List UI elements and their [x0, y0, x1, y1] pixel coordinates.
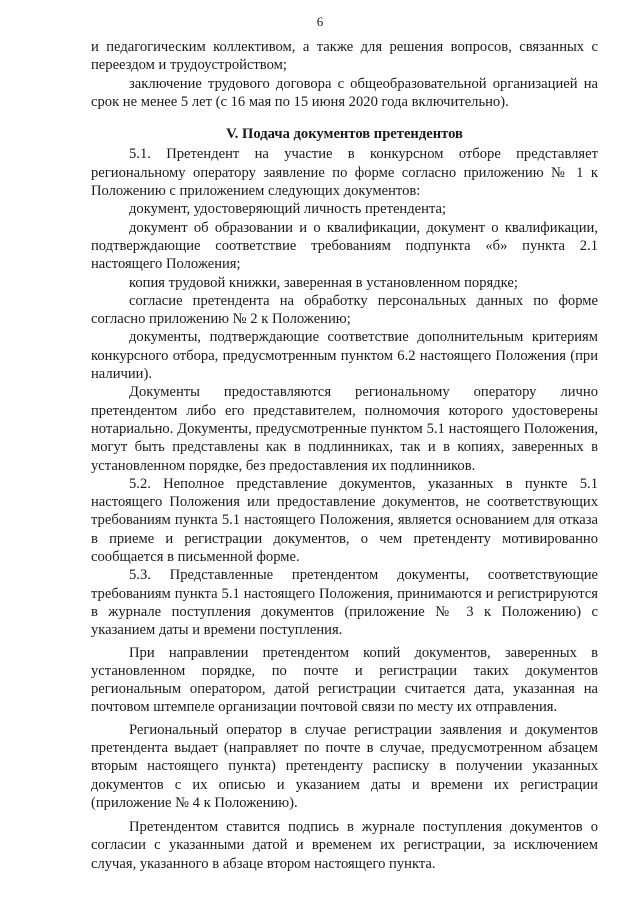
paragraph: Региональный оператор в случае регистрации заявления и документов претендента выдает (направляет по почте в случае, предусмотренном абзацем вторым настоящего пункта) претенденту расписку в получении указанных документов с их описью и указанием даты и времени их регистрации (приложение № 4 к Положению). — [91, 721, 598, 811]
paragraph: документы, подтверждающие соответствие дополнительным критериям конкурсного отбора, предусмотренным пунктом 6.2 настоящего Положения (при наличии). — [91, 329, 598, 383]
paragraph: копия трудовой книжки, заверенная в установленном порядке; — [129, 274, 518, 291]
document-body — [91, 38, 598, 873]
paragraph: Претендентом ставится подпись в журнале поступления документов о согласии с указанными датой и временем их регистрации, за исключением случая, указанного в абзаце втором настоящего пункта. — [91, 819, 598, 872]
paragraph: документ, удостоверяющий личность претендента; — [129, 201, 447, 218]
paragraph: заключение трудового договора с общеобразовательной организацией на срок не менее 5 лет (с 16 мая по 15 июня 2020 года включительно). — [91, 75, 598, 110]
paragraph: При направлении претендентом копий документов, заверенных в установленном порядке, по почте и регистрации таких документов региональным оператором, датой регистрации считается дата, указанная на почтовом штемпеле организации почтовой связи по месту их отправления. — [91, 644, 598, 716]
page-number: 6 — [316, 14, 324, 29]
section-heading: V. Подача документов претендентов — [226, 126, 463, 143]
paragraph: 5.3. Представленные претендентом документы, соответствующие требованиям пункта 5.1 настоящего Положения, принимаются и регистрируются в журнале поступления документов (приложение № 3 к Положению) с указанием даты и времени поступления. — [91, 567, 598, 639]
paragraph: согласие претендента на обработку персональных данных по форме согласно приложению № 2 к Положению; — [91, 292, 598, 328]
paragraph: документ об образовании и о квалификации, документ о квалификации, подтверждающие соответствие требованиям подпункта «б» пункта 2.1 настоящего Положения; — [91, 219, 598, 273]
paragraph: 5.1. Претендент на участие в конкурсном отборе представляет региональному оператору заявление по форме согласно приложению № 1 к Положению с приложением следующих документов: — [91, 146, 598, 200]
paragraph: 5.2. Неполное представление документов, указанных в пункте 5.1 настоящего Положения или предоставление документов, не соответствующих требованиям пункта 5.1 настоящего Положения, является основанием для отказа в приеме и регистрации документов, о чем претенденту мотивированно сообщается в письменной форме. — [91, 475, 598, 566]
paragraph: Документы предоставляются региональному оператору лично претендентом либо его представителем, полномочия которого удостоверены нотариально. Документы, предусмотренные пунктом 5.1 настоящего Положения, могут быть представлены как в подлинниках, так и в копиях, заверенных в установленном порядке, без предоставления их подлинников. — [91, 384, 598, 474]
paragraph: и педагогическим коллективом, а также для решения вопросов, связанных с переездом и трудоустройством; — [91, 39, 598, 74]
section-paragraphs — [91, 145, 598, 873]
